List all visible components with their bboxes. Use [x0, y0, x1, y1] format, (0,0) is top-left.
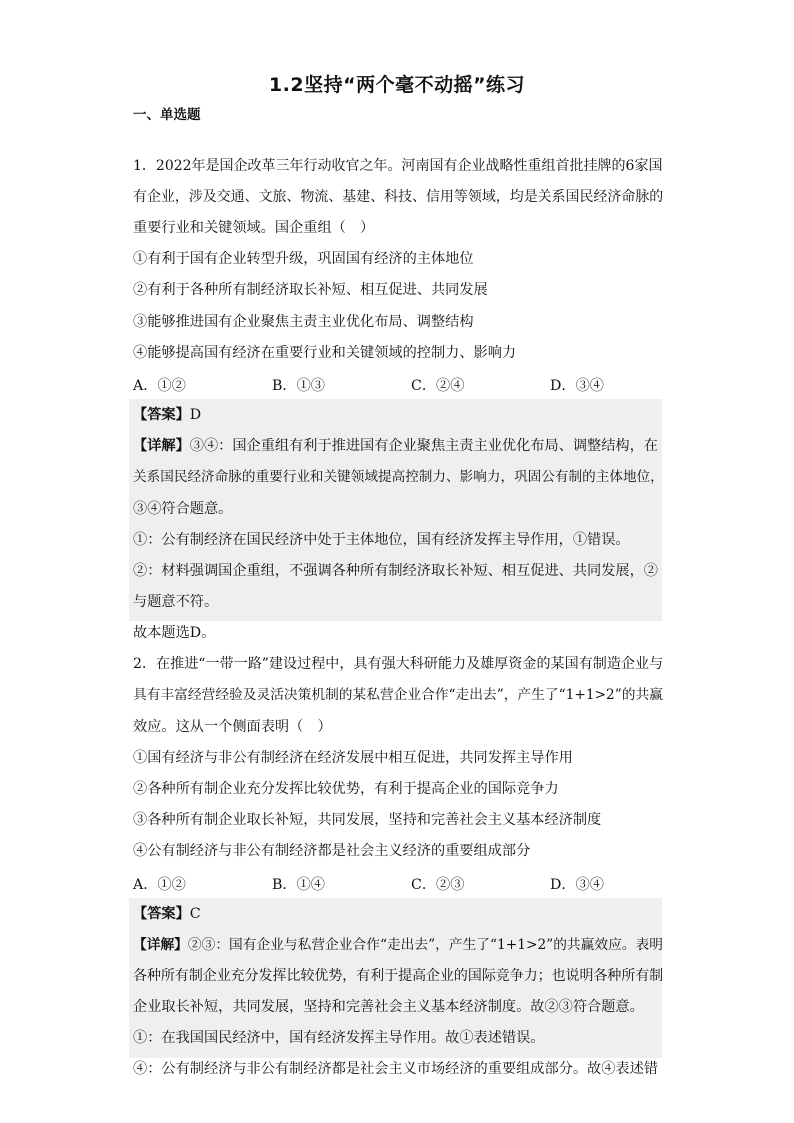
q2-detail-label: 【详解】	[133, 937, 188, 953]
q1-detail-line-6: 与题意不符。	[133, 594, 219, 610]
q2-option-a: A．①②	[133, 877, 186, 893]
q2-detail-line-5: ④：公有制经济与非公有制经济都是社会主义市场经济的重要组成部分。故④表述错	[133, 1061, 658, 1077]
q1-detail-line-1	[133, 437, 658, 455]
q2-option-b: B．①④	[272, 877, 325, 893]
q2-detail-line-2: 各种所有制企业充分发挥比较优势，有利于提高企业的国际竞争力；也说明各种所有制	[133, 968, 664, 984]
q2-item-1: ①国有经济与非公有制经济在经济发展中相互促进，共同发挥主导作用	[133, 750, 573, 766]
q1-answer-value: D	[189, 407, 202, 423]
q1-answer-label: 【答案】	[133, 407, 190, 423]
page-title: 1.2坚持“两个毫不动摇”练习	[268, 74, 526, 96]
q2-answer	[133, 905, 201, 923]
q1-option-a: A．①②	[133, 378, 186, 394]
section-heading: 一、单选题	[133, 107, 201, 123]
q1-detail-text-1: ③④：国企重组有利于推进国有企业聚焦主责主业优化布局、调整结构，在	[189, 438, 658, 454]
q1-stem-line-2: 有企业，涉及交通、文旅、物流、基建、科技、信用等领域，均是关系国民经济命脉的	[133, 189, 664, 205]
q1-item-2: ②有利于各种所有制经济取长补短、相互促进、共同发展	[133, 282, 488, 298]
q1-item-4: ④能够提高国有经济在重要行业和关键领域的控制力、影响力	[133, 345, 517, 361]
q1-option-c: C．②④	[411, 378, 465, 394]
q2-detail-text-1: ②③：国有企业与私营企业合作“走出去”，产生了“1+1>2”的共赢效应。表明	[187, 937, 663, 953]
q2-answer-value: C	[189, 906, 201, 922]
q2-option-c: C．②③	[411, 877, 465, 893]
q2-item-2: ②各种所有制企业充分发挥比较优势，有利于提高企业的国际竞争力	[133, 781, 559, 797]
q1-detail-line-2: 关系国民经济命脉的重要行业和关键领域提高控制力、影响力，巩固公有制的主体地位，	[133, 469, 664, 485]
q1-detail-line-5: ②：材料强调国企重组，不强调各种所有制经济取长补短、相互促进、共同发展，②	[133, 563, 658, 579]
q1-option-d: D．③④	[550, 378, 604, 394]
q1-detail-label: 【详解】	[133, 438, 190, 454]
q2-stem-line-2: 具有丰富经营经验及灵活决策机制的某私营企业合作“走出去”，产生了“1+1>2”的共赢	[133, 687, 663, 703]
q1-detail-line-4: ①：公有制经济在国民经济中处于主体地位，国有经济发挥主导作用，①错误。	[133, 532, 630, 548]
q1-option-b: B．①③	[272, 378, 325, 394]
q2-answer-label: 【答案】	[133, 906, 190, 922]
q2-stem-line-1: 2．在推进“一带一路”建设过程中，具有强大科研能力及雄厚资金的某国有制造企业与	[133, 656, 664, 672]
q1-item-1: ①有利于国有企业转型升级，巩固国有经济的主体地位	[133, 251, 474, 267]
q1-answer	[133, 406, 201, 424]
q1-stem-line-1: 1．2022年是国企改革三年行动收官之年。河南国有企业战略性重组首批挂牌的6家国	[133, 158, 663, 174]
q2-detail-line-4: ①：在我国国民经济中，国有经济发挥主导作用。故①表述错误。	[133, 1030, 545, 1046]
q2-option-d: D．③④	[550, 877, 604, 893]
q2-detail-line-3: 企业取长补短，共同发展，坚持和完善社会主义基本经济制度。故②③符合题意。	[133, 999, 644, 1015]
q2-detail-line-1	[133, 936, 663, 954]
q2-stem-line-3: 效应。这从一个侧面表明（ ）	[133, 719, 332, 735]
q1-detail-line-3: ③④符合题意。	[133, 501, 233, 517]
q1-detail-line-7: 故本题选D。	[133, 625, 216, 641]
q1-stem-line-3: 重要行业和关键领域。国企重组（ ）	[133, 220, 375, 236]
q1-item-3: ③能够推进国有企业聚焦主责主业优化布局、调整结构	[133, 314, 474, 330]
q2-item-3: ③各种所有制企业取长补短，共同发展，坚持和完善社会主义基本经济制度	[133, 812, 602, 828]
q2-item-4: ④公有制经济与非公有制经济都是社会主义经济的重要组成部分	[133, 843, 531, 859]
